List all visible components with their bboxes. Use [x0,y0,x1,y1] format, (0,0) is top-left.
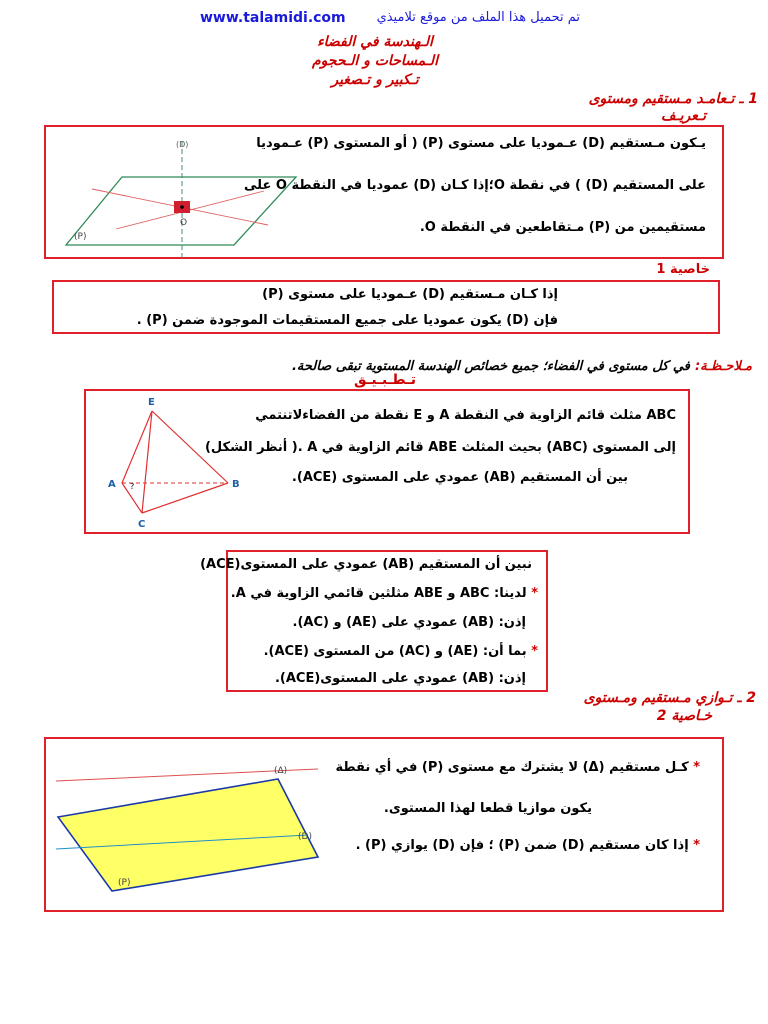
definition-line2: على المستقيم (D) ) في نقطة O؛إذا كـان (D) عموديا في النقطة O على [243,178,706,193]
label-p: (P) [118,878,131,888]
section1-heading: 1 ـ تـعامـد مـستقيم ومستوى [588,91,758,107]
point-b: B [232,479,240,490]
note [212,355,752,373]
title-line3: تـكبير و تـصغير [331,72,419,88]
property2-box [44,737,724,912]
point-e: E [148,397,155,408]
property2-line1: كـل مستقيم (Δ) لا يشترك مع مستوى (P) في أي نقطة [335,760,689,775]
definition-box [44,125,724,259]
edge-bc [142,483,228,513]
property1-line1: إذا كـان مـستقيم (D) عـموديا على مستوى (P) [262,287,558,302]
property2-label: خـاصية 2 [656,708,712,724]
property2-line3-row [356,839,700,852]
solution-line2-row [231,587,538,600]
label-d: (D) [176,140,189,149]
bullet-1: * [531,586,538,601]
property1-box [52,280,720,334]
label-d: (D) [298,832,312,842]
site-url-link[interactable]: www.talamidi.com [200,10,346,26]
application-line2: إلى المستوى (ABC) بحيث المثلث ABE قائم الزاوية في A .( أنظر الشكل) [204,440,676,455]
section2-heading: 2 ـ تـوازي مـستقيم ومـستوى [583,690,756,706]
tetrahedron-figure [98,391,258,536]
bullet-3: * [693,760,700,775]
definition-line1: يـكون مـستقيم (D) عـموديا على مستوى (P) ( أو المستوى (P) عـموديا [256,136,706,151]
application-label: تـطـبـيـق [353,372,417,388]
definition-line3: مستقيمين من (P) مـتقاطعين في النقطة O. [419,220,706,235]
title-line2: الـمساحات و الـحجوم [312,53,438,69]
title-line1: الـهندسة في الفضاء [317,34,433,50]
edge-ea [122,411,152,483]
point-c: C [138,519,146,530]
solution-line1: نبين أن المستقيم (AB) عمودي على المستوى(ACE) [200,557,532,572]
bullet-2: * [531,644,538,659]
note-label: مـلاحـظـة: [694,359,752,374]
solution-line3: إذن: (AB) عمودي على (AE) و (AC). [292,615,526,630]
property2-line3: إذا كان مستقيم (D) ضمن (P) ؛ فإن (D) يوازي (P) . [355,838,689,853]
angle-mark: ? [130,482,135,491]
point-o [180,205,184,209]
note-text: في كل مستوى في الفضاء؛ جميع خصائص الهندسة المستوية تبقى صالحة. [291,359,690,374]
bullet-4: * [693,838,700,853]
plane-p [58,779,318,891]
property1-line2: فإن (D) يكون عموديا على جميع المستقيمات الموجودة ضمن (P) . [136,313,558,328]
parallel-figure [46,739,326,914]
solution-box [200,550,548,692]
label-p: (P) [74,232,87,242]
header [200,10,580,28]
edge-ec [142,411,152,513]
download-note: تم تحميل هذا الملف من موقع تلاميذي [376,10,580,25]
definition-label: تـعريـف [661,108,706,124]
label-delta: (Δ) [274,766,288,776]
property2-line2: يكون موازيا قطعا لهذا المستوى. [383,801,592,816]
property1-label: خاصية 1 [656,262,710,277]
solution-line2: لدينا: ABC و ABE مثلثين قائمي الزاوية في A. [230,586,527,601]
solution-line4-row [264,645,538,658]
label-o: O [180,218,188,228]
application-box [84,389,690,534]
solution-line4: بما أن: (AE) و (AC) من المستوى (ACE). [263,644,527,659]
application-line3: بين أن المستقيم (AB) عمودي على المستوى (ACE). [291,470,628,485]
point-a: A [108,479,116,490]
property2-line1-row [335,761,700,774]
solution-line5: إذن: (AB) عمودي على المستوى(ACE). [274,671,526,686]
application-line1: ABC مثلث قائم الزاوية في النقطة A و E نقطة من الفضاءلاتنتمي [255,408,676,423]
